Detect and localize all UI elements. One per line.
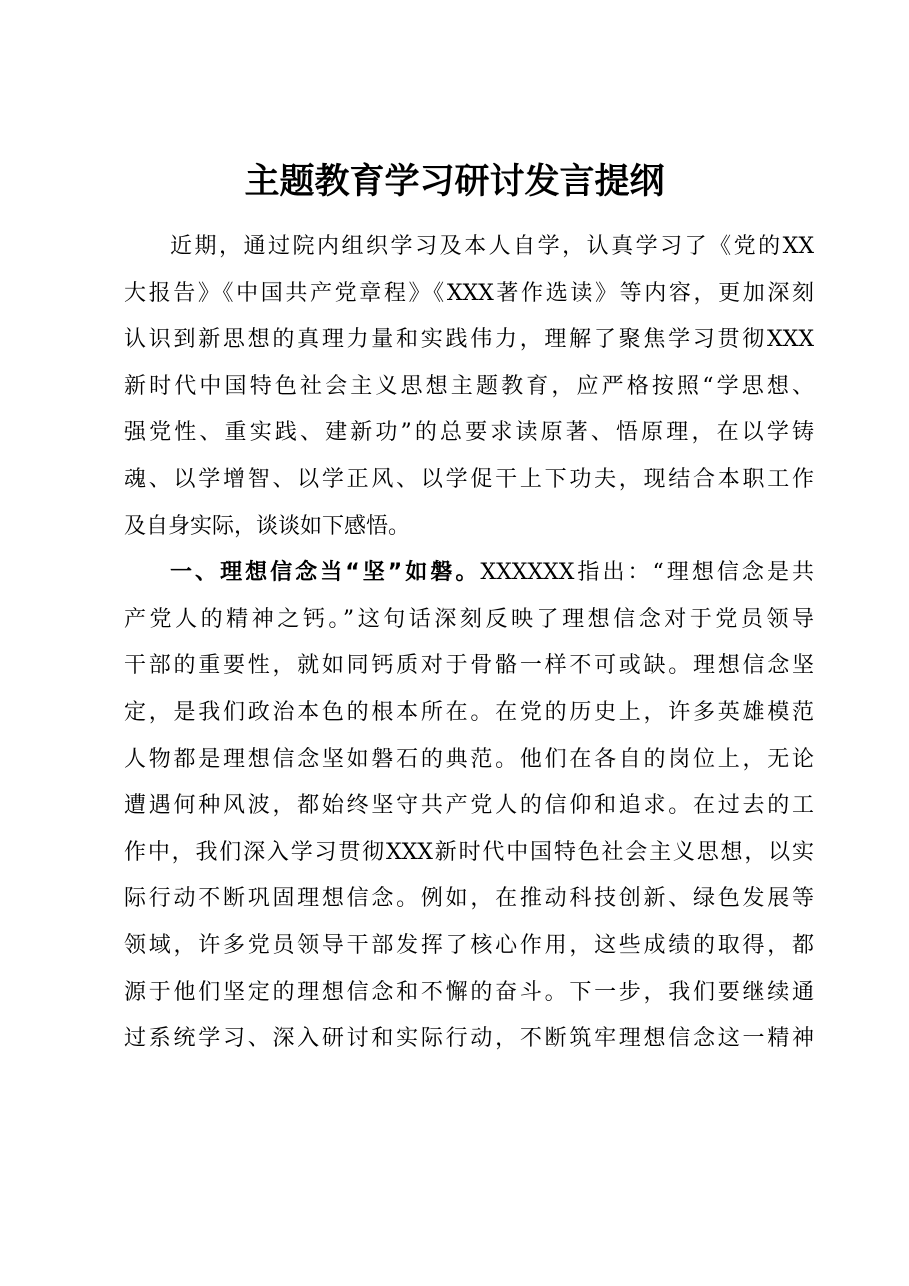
section-1-line: 遭遇何种风波，都始终坚守共产党人的信仰和追求。在过去的工 <box>124 793 814 819</box>
section-1-line: 过系统学习、深入研讨和实际行动，不断筑牢理想信念这一精神 <box>124 1026 814 1052</box>
paragraph-1-line: 魂、以学增智、以学正风、以学促干上下功夫，现结合本职工作 <box>124 466 814 492</box>
document-body <box>124 224 814 1063</box>
section-1-line: 干部的重要性，就如同钙质对于骨骼一样不可或缺。理想信念坚 <box>124 653 814 679</box>
paragraph-1-line: 近期，通过院内组织学习及本人自学，认真学习了《党的XX <box>170 234 814 259</box>
section-1-first-line <box>124 550 814 597</box>
section-1-line: 际行动不断巩固理想信念。例如，在推动科技创新、绿色发展等 <box>124 886 814 912</box>
section-1-line: 源于他们坚定的理想信念和不懈的奋斗。下一步，我们要继续通 <box>124 979 814 1005</box>
section-1-line: 人物都是理想信念坚如磐石的典范。他们在各自的岗位上，无论 <box>124 746 814 772</box>
section-1-line: 定，是我们政治本色的根本所在。在党的历史上，许多英雄模范 <box>124 699 814 725</box>
section-1-heading: 一、理想信念当“坚”如磐。 <box>170 560 481 586</box>
paragraph-1-line: 认识到新思想的真理力量和实践伟力，理解了聚焦学习贯彻XXX <box>124 327 814 353</box>
section-1-line: 领域，许多党员领导干部发挥了核心作用，这些成绩的取得，都 <box>124 932 814 958</box>
section-1-line: 产党人的精神之钙。”这句话深刻反映了理想信念对于党员领导 <box>124 606 814 632</box>
section-1-first-line-text: XXXXXX指出：“理想信念是共 <box>480 560 814 586</box>
paragraph-1-line: 及自身实际，谈谈如下感悟。 <box>124 513 411 539</box>
paragraph-1-line: 新时代中国特色社会主义思想主题教育，应严格按照“学思想、 <box>124 373 814 399</box>
section-1-line: 作中，我们深入学习贯彻XXX新时代中国特色社会主义思想，以实 <box>124 839 814 865</box>
paragraph-1-line: 大报告》《中国共产党章程》《XXX著作选读》等内容，更加深刻 <box>124 280 814 306</box>
paragraph-1-line: 强党性、重实践、建新功”的总要求读原著、悟原理，在以学铸 <box>124 420 814 446</box>
document-title: 主题教育学习研讨发言提纲 <box>244 161 665 202</box>
